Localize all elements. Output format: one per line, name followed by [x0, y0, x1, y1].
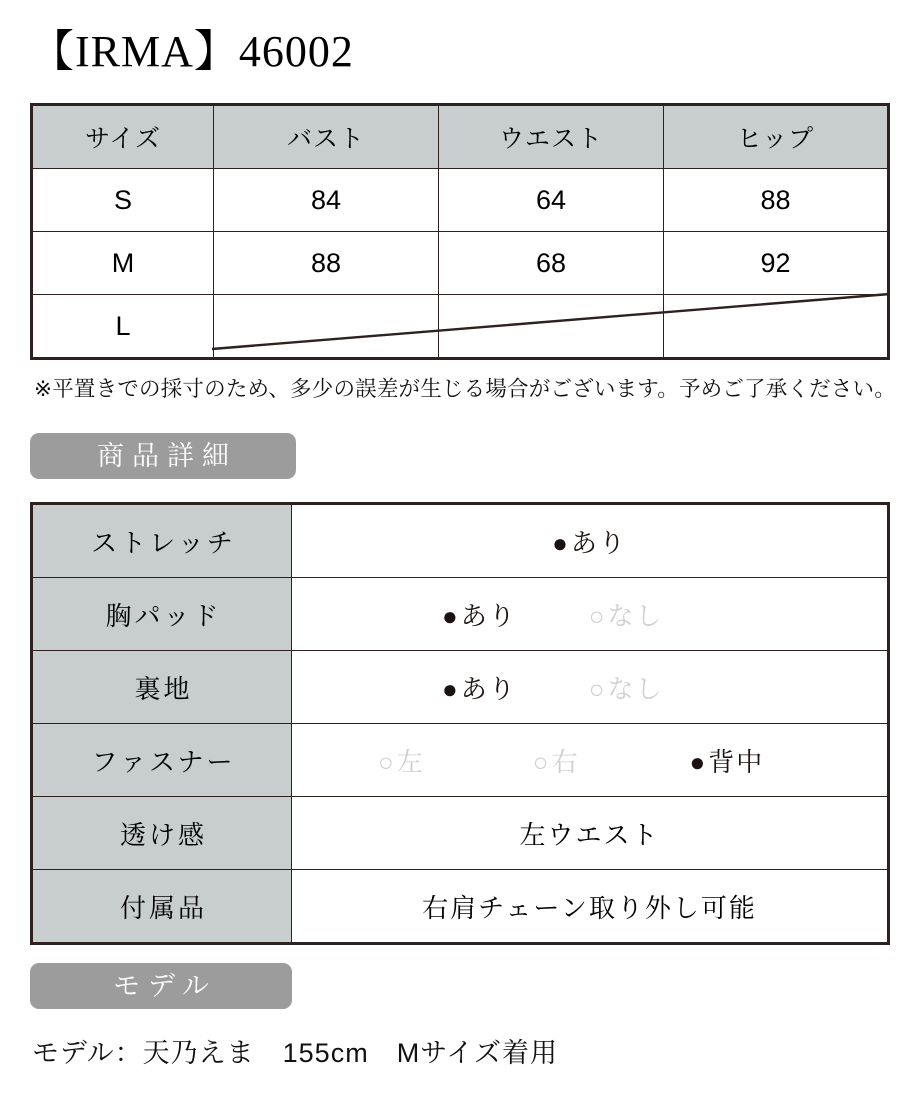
- detail-value-stretch: [292, 504, 889, 578]
- table-row: [32, 870, 889, 944]
- radio-filled-icon: ●: [442, 673, 460, 704]
- option-label: なし: [607, 600, 664, 631]
- table-row: [32, 578, 889, 651]
- option-bust-pad-ari[interactable]: [442, 596, 517, 633]
- option-label: 背中: [708, 746, 765, 777]
- option-lining-ari[interactable]: [442, 669, 517, 706]
- detail-label-lining: 裏地: [32, 651, 292, 724]
- radio-filled-icon: ●: [442, 600, 460, 631]
- option-label: あり: [460, 600, 517, 631]
- table-row: [32, 295, 889, 359]
- option-group-bust-pad: [292, 578, 887, 650]
- option-stretch-ari[interactable]: [552, 523, 627, 560]
- option-label: あり: [460, 673, 517, 704]
- size-cell-m: M: [32, 232, 214, 295]
- option-zipper-right[interactable]: [533, 742, 580, 779]
- bust-cell-l: [214, 295, 439, 359]
- option-group-zipper: [292, 724, 887, 796]
- table-row: [32, 797, 889, 870]
- table-row: [32, 232, 889, 295]
- product-detail-table: [30, 502, 890, 945]
- radio-filled-icon: ●: [552, 527, 570, 558]
- detail-value-lining: [292, 651, 889, 724]
- waist-cell-m: 68: [439, 232, 664, 295]
- detail-value-zipper: [292, 724, 889, 797]
- section-heading-model: モデル: [30, 963, 292, 1009]
- model-info-line: モデル：天乃えま 155cm Mサイズ着用: [32, 1038, 559, 1068]
- option-group-stretch: [292, 505, 887, 577]
- size-chart-table: [30, 103, 890, 360]
- option-zipper-left[interactable]: [378, 742, 425, 779]
- table-row: [32, 651, 889, 724]
- option-lining-nashi[interactable]: [589, 669, 664, 706]
- radio-empty-icon: ○: [378, 746, 396, 777]
- waist-cell-s: 64: [439, 169, 664, 232]
- option-group-lining: [292, 651, 887, 723]
- detail-label-stretch: ストレッチ: [32, 504, 292, 578]
- page-title: 【IRMA】46002: [30, 27, 354, 76]
- option-label: 左: [396, 746, 425, 777]
- hip-cell-s: 88: [664, 169, 889, 232]
- radio-filled-icon: ●: [689, 746, 708, 777]
- detail-value-bust-pad: [292, 578, 889, 651]
- option-label: 右: [551, 746, 580, 777]
- size-table-header-bust: バスト: [214, 105, 439, 169]
- option-label: あり: [570, 527, 627, 558]
- detail-label-zipper: ファスナー: [32, 724, 292, 797]
- radio-empty-icon: ○: [532, 746, 551, 777]
- size-cell-s: S: [32, 169, 214, 232]
- bust-cell-m: 88: [214, 232, 439, 295]
- detail-label-accessory: 付属品: [32, 870, 292, 944]
- table-row: [32, 724, 889, 797]
- radio-empty-icon: ○: [588, 673, 607, 704]
- table-row: [32, 169, 889, 232]
- option-bust-pad-nashi[interactable]: [589, 596, 664, 633]
- detail-label-sheerness: 透け感: [32, 797, 292, 870]
- size-table-header-size: サイズ: [32, 105, 214, 169]
- hip-cell-m: 92: [664, 232, 889, 295]
- detail-value-sheerness: 左ウエスト: [292, 797, 889, 870]
- size-table-header-hip: ヒップ: [664, 105, 889, 169]
- waist-cell-l: [439, 295, 664, 359]
- section-heading-product-detail: 商品詳細: [30, 433, 296, 479]
- measurement-note: ※平置きでの採寸のため、多少の誤差が生じる場合がございます。予めご了承ください。: [34, 377, 896, 401]
- option-label: なし: [607, 673, 664, 704]
- bust-cell-s: 84: [214, 169, 439, 232]
- radio-empty-icon: ○: [588, 600, 607, 631]
- option-zipper-back[interactable]: [689, 742, 764, 779]
- size-cell-l: L: [32, 295, 214, 359]
- detail-label-bust-pad: 胸パッド: [32, 578, 292, 651]
- size-table-header-row: [32, 105, 889, 169]
- table-row: [32, 504, 889, 578]
- detail-value-accessory: 右肩チェーン取り外し可能: [292, 870, 889, 944]
- hip-cell-l: [664, 295, 889, 359]
- size-table-header-waist: ウエスト: [439, 105, 664, 169]
